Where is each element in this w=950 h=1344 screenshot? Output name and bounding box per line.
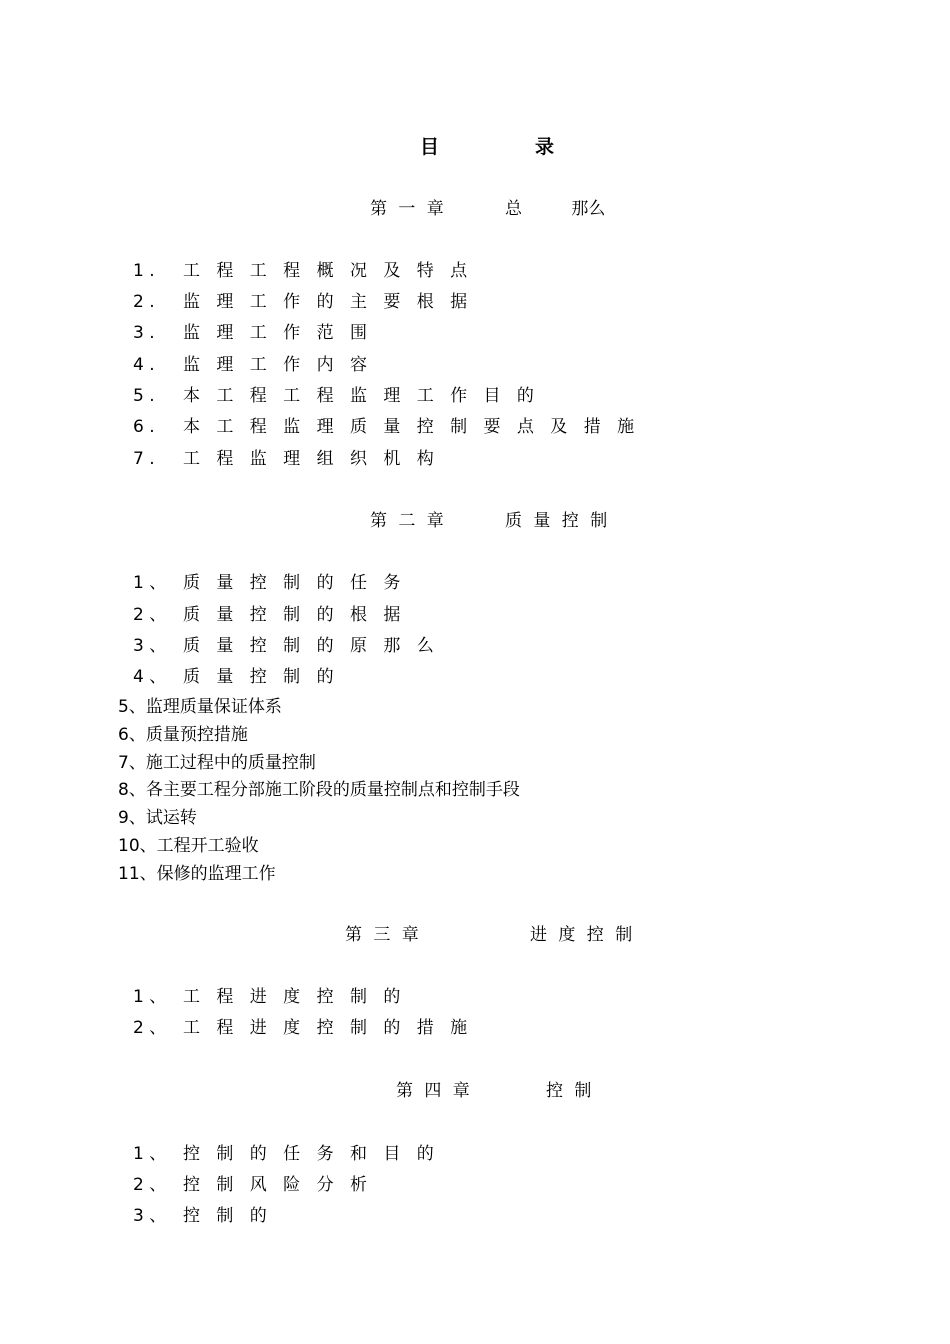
item-text: 工 程 进 度 控 制 的 措 施 <box>183 1018 468 1038</box>
item-number: 3 、 <box>133 636 167 656</box>
chapter-4-name: 控 制 <box>546 1081 592 1101</box>
chapter-1-name: 总 那么 <box>505 199 606 219</box>
chapter-2-item-11: 11、保修的监理工作 <box>118 864 276 884</box>
item-number: 7 . <box>133 449 155 469</box>
item-number: 4 . <box>133 355 155 375</box>
item-number: 1 、 <box>133 573 167 593</box>
chapter-1-item-7 <box>133 451 450 468</box>
chapter-1-item-1 <box>133 263 484 280</box>
chapter-4-prefix: 第 四 章 <box>396 1081 470 1101</box>
item-number: 1 、 <box>133 1144 167 1164</box>
chapter-3-item-2 <box>133 1020 484 1037</box>
item-number: 6 . <box>133 417 155 437</box>
item-text: 工 程 进 度 控 制 的 <box>183 987 401 1007</box>
item-number: 2 . <box>133 292 155 312</box>
toc-title-left: 目 <box>420 136 440 158</box>
item-text: 监 理 工 作 范 围 <box>183 323 367 343</box>
chapter-2-item-2 <box>133 607 417 624</box>
chapter-3-item-1 <box>133 989 417 1006</box>
chapter-1-prefix: 第 一 章 <box>370 199 444 219</box>
chapter-1-item-2 <box>133 294 484 311</box>
item-text: 质 量 控 制 的 任 务 <box>183 573 401 593</box>
chapter-2-item-4 <box>133 669 350 686</box>
chapter-2-name: 质 量 控 制 <box>505 511 608 531</box>
chapter-4-item-2 <box>133 1177 383 1194</box>
item-text: 质 量 控 制 的 原 那 么 <box>183 636 434 656</box>
chapter-2-item-6: 6、质量预控措施 <box>118 725 248 745</box>
chapter-1-item-4 <box>133 357 383 374</box>
chapter-2-item-9: 9、试运转 <box>118 808 197 828</box>
item-number: 1 、 <box>133 987 167 1007</box>
chapter-4-item-1 <box>133 1146 450 1163</box>
item-text: 控 制 的 任 务 和 目 的 <box>183 1144 434 1164</box>
item-text: 监 理 工 作 的 主 要 根 据 <box>183 292 468 312</box>
item-text: 控 制 的 <box>183 1206 267 1226</box>
chapter-3-name: 进 度 控 制 <box>530 925 633 945</box>
item-text: 工 程 工 程 概 况 及 特 点 <box>183 261 468 281</box>
item-text: 质 量 控 制 的 <box>183 667 334 687</box>
chapter-2-item-1 <box>133 575 417 592</box>
chapter-4-item-3 <box>133 1208 283 1225</box>
chapter-2-item-5: 5、监理质量保证体系 <box>118 697 282 717</box>
chapter-2-item-8: 8、各主要工程分部施工阶段的质量控制点和控制手段 <box>118 780 520 800</box>
item-number: 3 . <box>133 323 155 343</box>
chapter-2-item-3 <box>133 638 450 655</box>
chapter-2-prefix: 第 二 章 <box>370 511 444 531</box>
item-number: 2 、 <box>133 605 167 625</box>
chapter-3-prefix: 第 三 章 <box>345 925 419 945</box>
item-number: 1 . <box>133 261 155 281</box>
item-text: 工 程 监 理 组 织 机 构 <box>183 449 434 469</box>
item-number: 3 、 <box>133 1206 167 1226</box>
item-number: 2 、 <box>133 1018 167 1038</box>
chapter-1-item-6 <box>133 419 650 436</box>
item-number: 4 、 <box>133 667 167 687</box>
toc-title-right: 录 <box>535 136 555 158</box>
item-number: 2 、 <box>133 1175 167 1195</box>
chapter-2-item-7: 7、施工过程中的质量控制 <box>118 753 316 773</box>
chapter-1-item-5 <box>133 388 550 405</box>
item-text: 监 理 工 作 内 容 <box>183 355 367 375</box>
item-text: 本 工 程 监 理 质 量 控 制 要 点 及 措 施 <box>183 417 635 437</box>
item-number: 5 . <box>133 386 155 406</box>
item-text: 质 量 控 制 的 根 据 <box>183 605 401 625</box>
chapter-2-item-10: 10、工程开工验收 <box>118 836 259 856</box>
item-text: 控 制 风 险 分 析 <box>183 1175 367 1195</box>
chapter-1-item-3 <box>133 325 383 342</box>
item-text: 本 工 程 工 程 监 理 工 作 目 的 <box>183 386 534 406</box>
